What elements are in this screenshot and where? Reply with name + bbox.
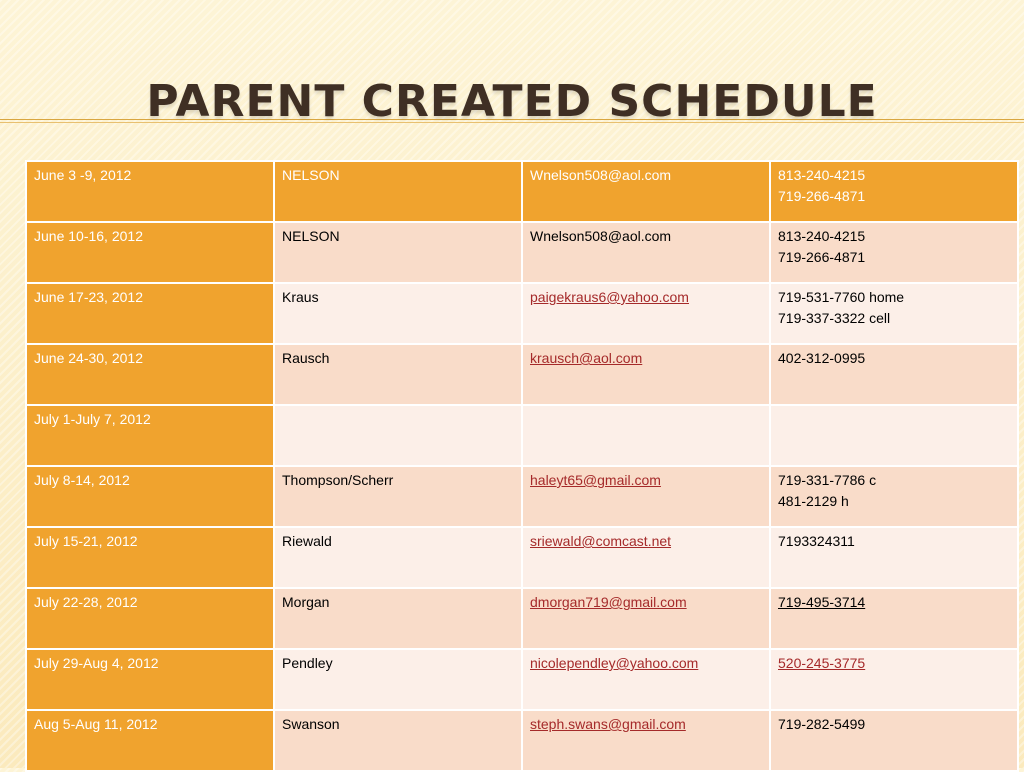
- email-link[interactable]: sriewald@comcast.net: [530, 533, 672, 549]
- email-cell: [522, 710, 770, 771]
- table-row: [26, 466, 1018, 527]
- email-link[interactable]: steph.swans@gmail.com: [530, 716, 686, 732]
- phone-line-1: 719-331-7786 c: [778, 472, 877, 488]
- name-cell: Pendley: [274, 649, 522, 710]
- email-cell: [522, 405, 770, 466]
- email-link[interactable]: dmorgan719@gmail.com: [530, 594, 687, 610]
- table-row: [26, 710, 1018, 771]
- email-cell: [522, 527, 770, 588]
- slide-title: PARENT CREATED SCHEDULE: [146, 76, 878, 127]
- schedule-table-wrap: [25, 160, 1017, 772]
- table-row: [26, 344, 1018, 405]
- phone-cell: [770, 222, 1018, 283]
- phone-cell: [770, 527, 1018, 588]
- name-cell: Swanson: [274, 710, 522, 771]
- email-link[interactable]: nicolependley@yahoo.com: [530, 655, 699, 671]
- table-row: [26, 405, 1018, 466]
- phone-cell: [770, 283, 1018, 344]
- table-row: [26, 588, 1018, 649]
- email-cell: [522, 344, 770, 405]
- name-cell: Thompson/Scherr: [274, 466, 522, 527]
- table-header-row: [26, 161, 1018, 222]
- week-cell: July 22-28, 2012: [26, 588, 274, 649]
- week-cell: July 8-14, 2012: [26, 466, 274, 527]
- phone-link[interactable]: 719-495-3714: [778, 594, 866, 610]
- name-cell: [274, 405, 522, 466]
- phone-cell: [770, 466, 1018, 527]
- email-cell: Wnelson508@aol.com: [522, 222, 770, 283]
- phone-line-2: 719-337-3322 cell: [778, 310, 891, 326]
- phone-line-1: 719-531-7760 home: [778, 289, 905, 305]
- email-cell: [522, 283, 770, 344]
- phone-link[interactable]: 520-245-3775: [778, 655, 866, 671]
- email-cell: [522, 466, 770, 527]
- header-phone-1: 813-240-4215: [778, 167, 866, 183]
- phone-cell: [770, 344, 1018, 405]
- schedule-table: [25, 160, 1019, 772]
- table-row: [26, 283, 1018, 344]
- week-cell: July 15-21, 2012: [26, 527, 274, 588]
- phone-line-2: 719-266-4871: [778, 249, 866, 265]
- phone-line-1: 402-312-0995: [778, 350, 866, 366]
- phone-line-2: 481-2129 h: [778, 493, 849, 509]
- table-row: [26, 222, 1018, 283]
- table-row: [26, 527, 1018, 588]
- header-phone-2: 719-266-4871: [778, 188, 866, 204]
- email-cell: [522, 649, 770, 710]
- week-cell: Aug 5-Aug 11, 2012: [26, 710, 274, 771]
- email-cell: [522, 588, 770, 649]
- phone-cell: [770, 588, 1018, 649]
- phone-line-1: 719-282-5499: [778, 716, 866, 732]
- phone-cell: [770, 405, 1018, 466]
- phone-line-1: 7193324311: [778, 533, 855, 549]
- phone-line-1: 813-240-4215: [778, 228, 866, 244]
- email-link[interactable]: krausch@aol.com: [530, 350, 643, 366]
- header-name: NELSON: [274, 161, 522, 222]
- week-cell: June 10-16, 2012: [26, 222, 274, 283]
- header-email: Wnelson508@aol.com: [522, 161, 770, 222]
- name-cell: Kraus: [274, 283, 522, 344]
- phone-cell: [770, 710, 1018, 771]
- email-link[interactable]: haleyt65@gmail.com: [530, 472, 661, 488]
- name-cell: NELSON: [274, 222, 522, 283]
- table-row: [26, 649, 1018, 710]
- email-link[interactable]: paigekraus6@yahoo.com: [530, 289, 689, 305]
- header-phone: [770, 161, 1018, 222]
- week-cell: June 17-23, 2012: [26, 283, 274, 344]
- name-cell: Rausch: [274, 344, 522, 405]
- week-cell: July 1-July 7, 2012: [26, 405, 274, 466]
- header-week: June 3 -9, 2012: [26, 161, 274, 222]
- name-cell: Morgan: [274, 588, 522, 649]
- week-cell: June 24-30, 2012: [26, 344, 274, 405]
- week-cell: July 29-Aug 4, 2012: [26, 649, 274, 710]
- name-cell: Riewald: [274, 527, 522, 588]
- phone-cell: [770, 649, 1018, 710]
